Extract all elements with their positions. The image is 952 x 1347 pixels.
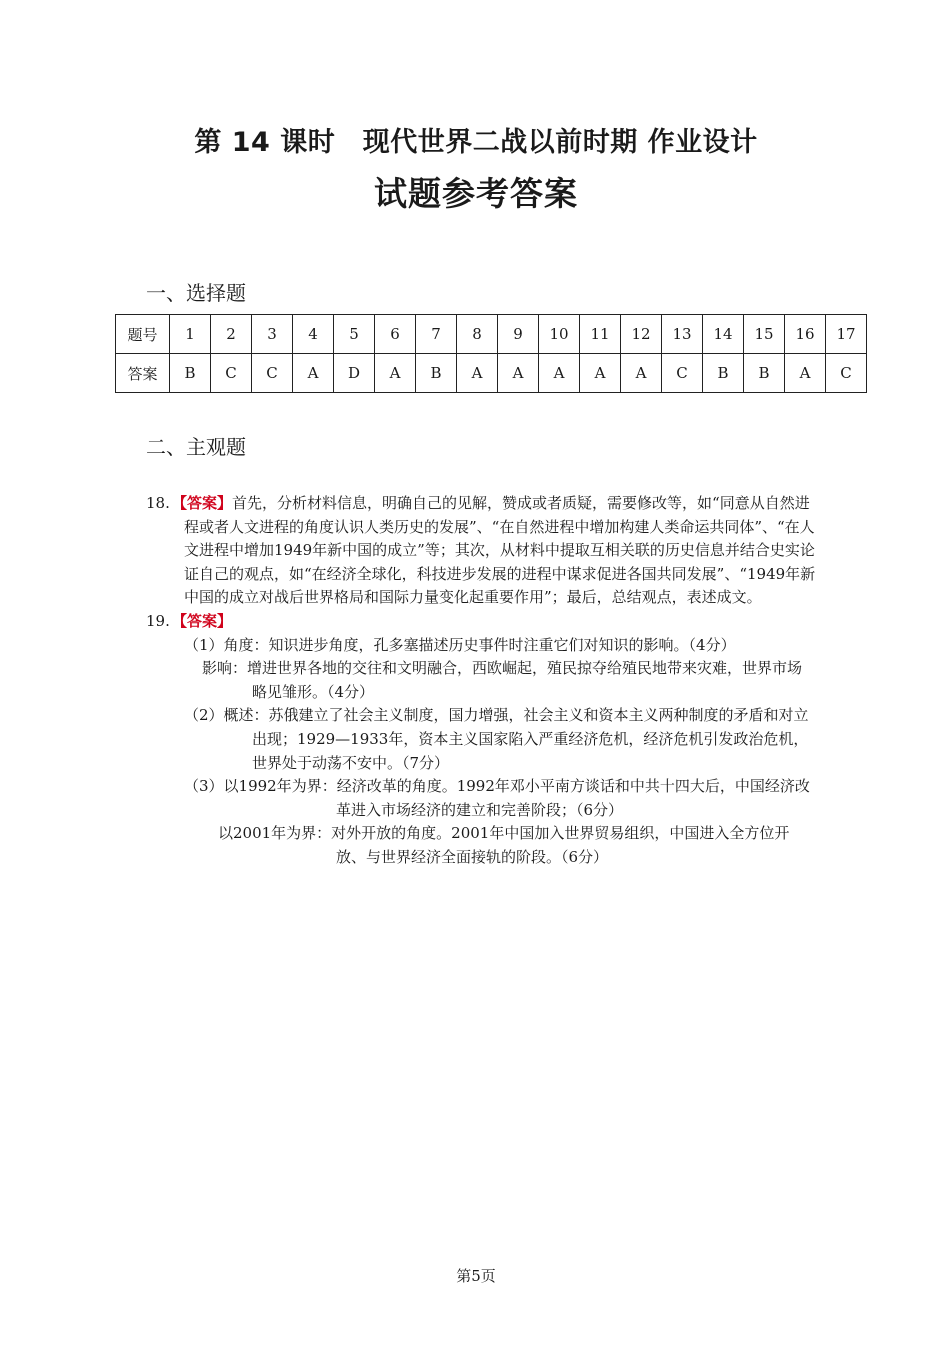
question-number-cell: 16 xyxy=(785,315,826,354)
answer-cell: B xyxy=(703,354,744,393)
section-heading-choice: 一、选择题 xyxy=(146,281,246,305)
question-18-answer xyxy=(146,492,816,610)
answer-cell: C xyxy=(211,354,252,393)
question-19-part-1-angle: （1）角度：知识进步角度，孔多塞描述历史事件时注重它们对知识的影响。（4分） xyxy=(184,635,736,654)
page-number: 第5页 xyxy=(456,1267,496,1285)
question-number-cell: 17 xyxy=(826,315,867,354)
answer-cell: C xyxy=(662,354,703,393)
question-19-header xyxy=(146,610,816,634)
question-number-cell: 6 xyxy=(375,315,416,354)
answer-cell: A xyxy=(498,354,539,393)
question-number-cell: 5 xyxy=(334,315,375,354)
row-label-number: 题号 xyxy=(116,315,170,354)
question-number-cell: 10 xyxy=(539,315,580,354)
answer-cell: B xyxy=(170,354,211,393)
table-row-numbers xyxy=(116,315,867,354)
question-number-cell: 9 xyxy=(498,315,539,354)
answer-tag: 【答案】 xyxy=(172,611,233,630)
question-number-cell: 13 xyxy=(662,315,703,354)
answer-cell: A xyxy=(293,354,334,393)
question-19-part-1-impact: 影响：增进世界各地的交往和文明融合，西欧崛起，殖民掠夺给殖民地带来灾难，世界市场略见雏形。（4分） xyxy=(202,659,803,701)
answer-table xyxy=(115,314,867,393)
question-number-cell: 4 xyxy=(293,315,334,354)
answer-text: 首先，分析材料信息，明确自己的见解，赞成或者质疑，需要修改等，如“同意从自然进程或者人文进程的角度认识人类历史的发展”、“在自然进程中增加构建人类命运共同体”、“在人文进程中增加1949年新中国的成立”等；其次，从材料中提取互相关联的历史信息并结合史实论证自己的观点，如“在经济全球化，科技进步发展的进程中谋求促进各国共同发展”、“1949年新中国的成立对战后世界格局和国际力量变化起重要作用”；最后，总结观点，表述成文。 xyxy=(184,494,816,607)
table-row-answers xyxy=(116,354,867,393)
answer-cell: D xyxy=(334,354,375,393)
answer-cell: A xyxy=(457,354,498,393)
question-number-cell: 11 xyxy=(580,315,621,354)
question-number: 18. xyxy=(146,494,170,512)
document-subtitle: 试题参考答案 xyxy=(374,174,578,213)
question-number-cell: 2 xyxy=(211,315,252,354)
answer-cell: A xyxy=(785,354,826,393)
answer-cell: C xyxy=(252,354,293,393)
question-19-part-3-2001: 以2001年为界：对外开放的角度。2001年中国加入世界贸易组织，中国进入全方位开放、与世界经济全面接轨的阶段。（6分） xyxy=(218,824,790,866)
question-number-cell: 3 xyxy=(252,315,293,354)
answer-cell: B xyxy=(744,354,785,393)
question-19-part-2: （2）概述：苏俄建立了社会主义制度，国力增强，社会主义和资本主义两种制度的矛盾和对立出现；1929—1933年，资本主义国家陷入严重经济危机，经济危机引发政治危机，世界处于动荡不安中。（7分） xyxy=(184,706,809,772)
question-number-cell: 14 xyxy=(703,315,744,354)
answer-cell: B xyxy=(416,354,457,393)
question-number-cell: 12 xyxy=(621,315,662,354)
answer-cell: C xyxy=(826,354,867,393)
question-number-cell: 8 xyxy=(457,315,498,354)
answer-cell: A xyxy=(580,354,621,393)
question-number-cell: 7 xyxy=(416,315,457,354)
answer-cell: A xyxy=(621,354,662,393)
question-number-cell: 15 xyxy=(744,315,785,354)
answer-tag: 【答案】 xyxy=(172,494,233,512)
question-number: 19. xyxy=(146,611,170,630)
question-number-cell: 1 xyxy=(170,315,211,354)
answer-cell: A xyxy=(539,354,580,393)
section-heading-subjective: 二、主观题 xyxy=(146,435,246,459)
row-label-answer: 答案 xyxy=(116,354,170,393)
document-title: 第 14 课时 现代世界二战以前时期 作业设计 xyxy=(194,127,758,158)
answers-body xyxy=(146,492,816,870)
question-19-part-3-1992: （3）以1992年为界：经济改革的角度。1992年邓小平南方谈话和中共十四大后，中国经济改革进入市场经济的建立和完善阶段；（6分） xyxy=(184,777,810,819)
answer-cell: A xyxy=(375,354,416,393)
